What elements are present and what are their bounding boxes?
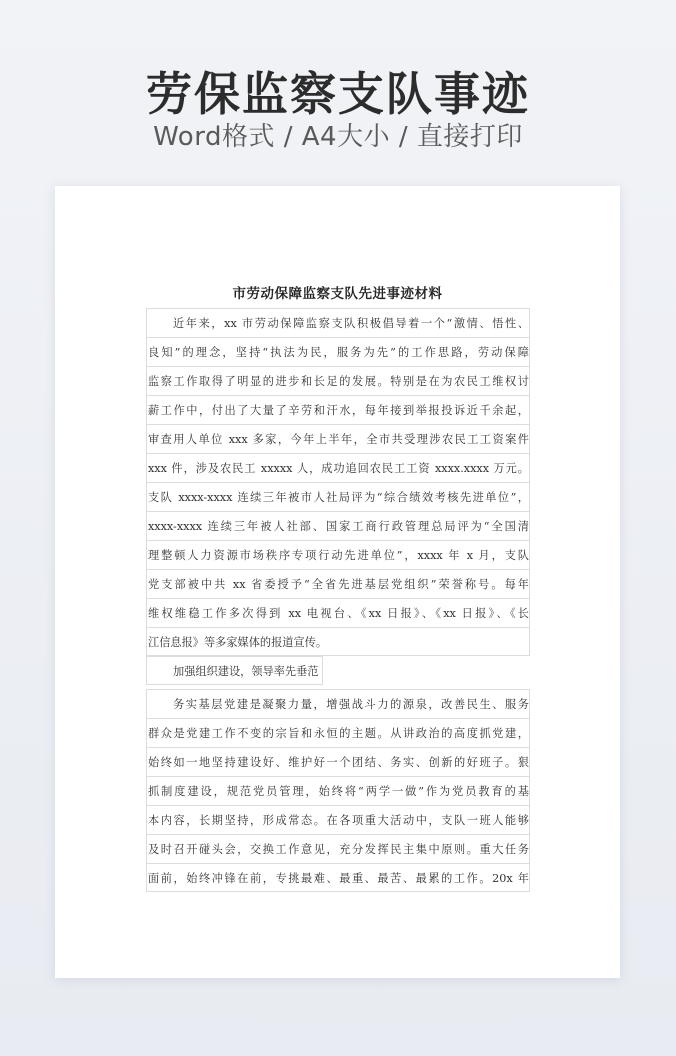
document-title: 市劳动保障监察支队先进事迹材料 bbox=[232, 286, 443, 302]
paragraph-line: 始终如一地坚持建设好、维护好一个团结、务实、创新的好班子。狠 bbox=[146, 747, 530, 776]
format-subtitle: Word格式 / A4大小 / 直接打印 bbox=[153, 122, 523, 152]
paragraph-line: 监察工作取得了明显的进步和长足的发展。特别是在为农民工维权讨 bbox=[146, 366, 530, 395]
paragraph-line: 群众是党建工作不变的宗旨和永恒的主题。从讲政治的高度抓党建， bbox=[146, 718, 530, 747]
page-headline: 劳保监察支队事迹 bbox=[146, 67, 530, 121]
paragraph-line: 审查用人单位 xxx 多家，今年上半年，全市共受理涉农民工工资案件 bbox=[146, 424, 530, 453]
paragraph-line: 党支部被中共 xx 省委授予“全省先进基层党组织”荣誉称号。每年 bbox=[146, 569, 530, 598]
paragraph-line: 近年来，xx 市劳动保障监察支队积极倡导着一个“激情、悟性、 bbox=[146, 308, 530, 337]
paragraph-line: xxx 件，涉及农民工 xxxxx 人，成功追回农民工工资 xxxx.xxxx 万元。 bbox=[146, 453, 530, 482]
document-page bbox=[55, 186, 620, 978]
document-body bbox=[146, 308, 530, 892]
paragraph-line: 良知”的理念，坚持“执法为民，服务为先”的工作思路，劳动保障 bbox=[146, 337, 530, 366]
paragraph-line: 及时召开碰头会，交换工作意见，充分发挥民主集中原则。重大任务 bbox=[146, 834, 530, 863]
paragraph-line: 面前，始终冲锋在前，专挑最难、最重、最苦、最累的工作。20x 年 bbox=[146, 863, 530, 892]
section-heading: 加强组织建设，领导率先垂范 bbox=[146, 656, 323, 685]
paragraph-line: 江信息报》等多家媒体的报道宣传。 bbox=[146, 627, 530, 656]
paragraph-line: 抓制度建设，规范党员管理，始终将“两学一做”作为党员教育的基 bbox=[146, 776, 530, 805]
paragraph-line: 理整顿人力资源市场秩序专项行动先进单位”，xxxx 年 x 月，支队 bbox=[146, 540, 530, 569]
paragraph-line: 支队 xxxx-xxxx 连续三年被市人社局评为“综合绩效考核先进单位”， bbox=[146, 482, 530, 511]
paragraph-line: 薪工作中，付出了大量了辛劳和汗水，每年接到举报投诉近千余起， bbox=[146, 395, 530, 424]
paragraph-line: 务实基层党建是凝聚力量，增强战斗力的源泉，改善民生、服务 bbox=[146, 689, 530, 718]
paragraph-line: 维权维稳工作多次得到 xx 电视台、《xx 日报》、《xx 日报》、《长 bbox=[146, 598, 530, 627]
paragraph-line: xxxx-xxxx 连续三年被人社部、国家工商行政管理总局评为“全国清 bbox=[146, 511, 530, 540]
paragraph-line: 本内容，长期坚持，形成常态。在各项重大活动中，支队一班人能够 bbox=[146, 805, 530, 834]
